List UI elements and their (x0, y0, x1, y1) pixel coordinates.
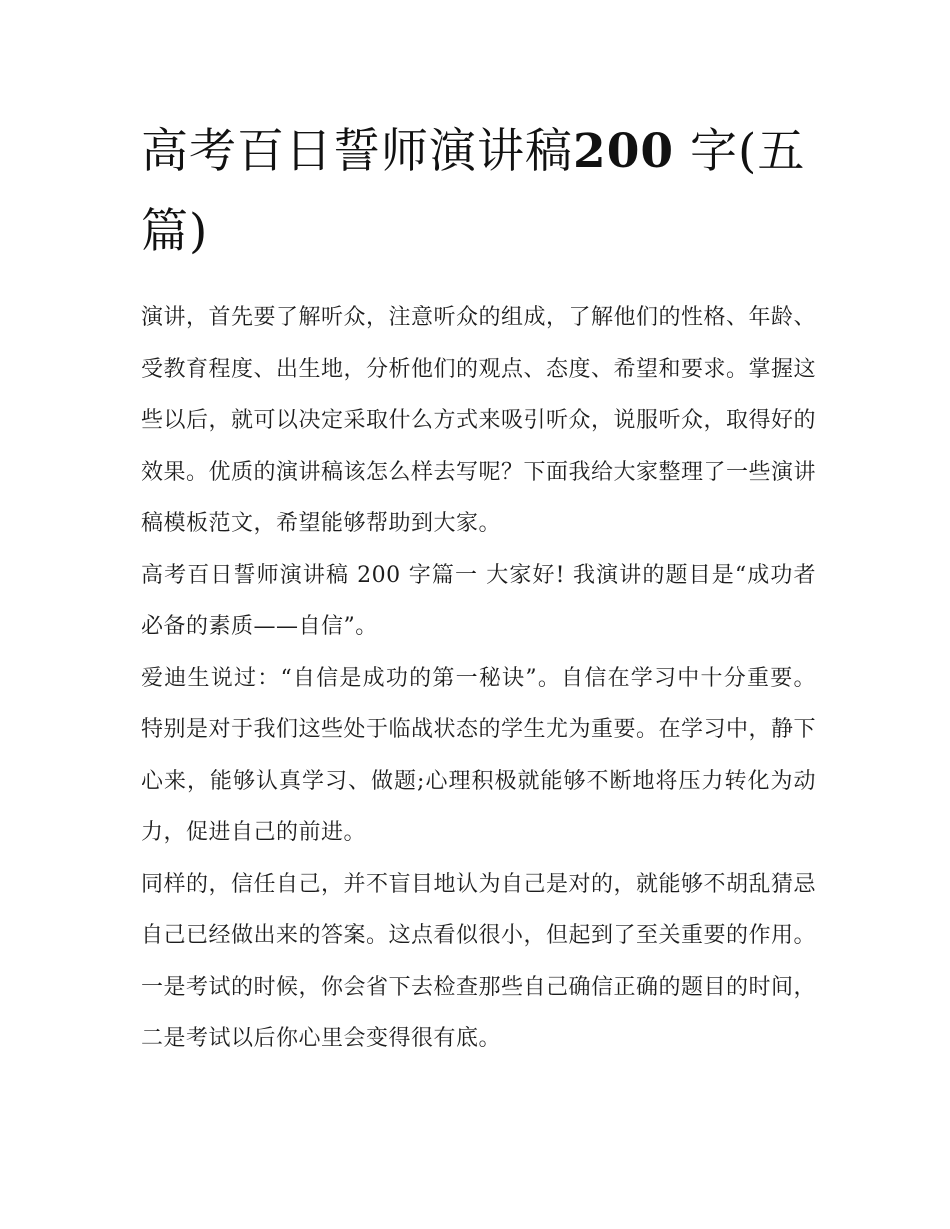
title-spacer (141, 272, 816, 292)
paragraph-self-trust: 同样的，信任自己，并不盲目地认为自己是对的，就能够不胡乱猜忌自己已经做出来的答案。这点看似很小，但起到了至关重要的作用。一是考试的时候，你会省下去检查那些自己确信正确的题目的时间，二是考试以后你心里会变得很有底。 (141, 871, 817, 1051)
title-suffix: 字(五篇) (141, 124, 806, 259)
paragraph-edison-quote: 爱迪生说过：“自信是成功的第一秘诀”。自信在学习中十分重要。特别是对于我们这些处于临战状态的学生尤为重要。在学习中，静下心来，能够认真学习、做题;心理积极就能够不断地将压力转化为动力，促进自己的前进。 (141, 665, 817, 845)
title-number: 200 (573, 124, 675, 179)
paragraph-speech-heading: 高考百日誓师演讲稿 200 字篇一 大家好! 我演讲的题目是“成功者必备的素质——自信”。 (141, 562, 816, 639)
title-text: 高考百日誓师演讲稿 (141, 124, 573, 179)
document-title (141, 112, 816, 272)
document-body (141, 112, 816, 1065)
paragraph-intro: 演讲，首先要了解听众，注意听众的组成，了解他们的性格、年龄、受教育程度、出生地，分析他们的观点、态度、希望和要求。掌握这些以后，就可以决定采取什么方式来吸引听众，说服听众，取得好的效果。优质的演讲稿该怎么样去写呢？下面我给大家整理了一些演讲稿模板范文，希望能够帮助到大家。 (141, 305, 817, 536)
